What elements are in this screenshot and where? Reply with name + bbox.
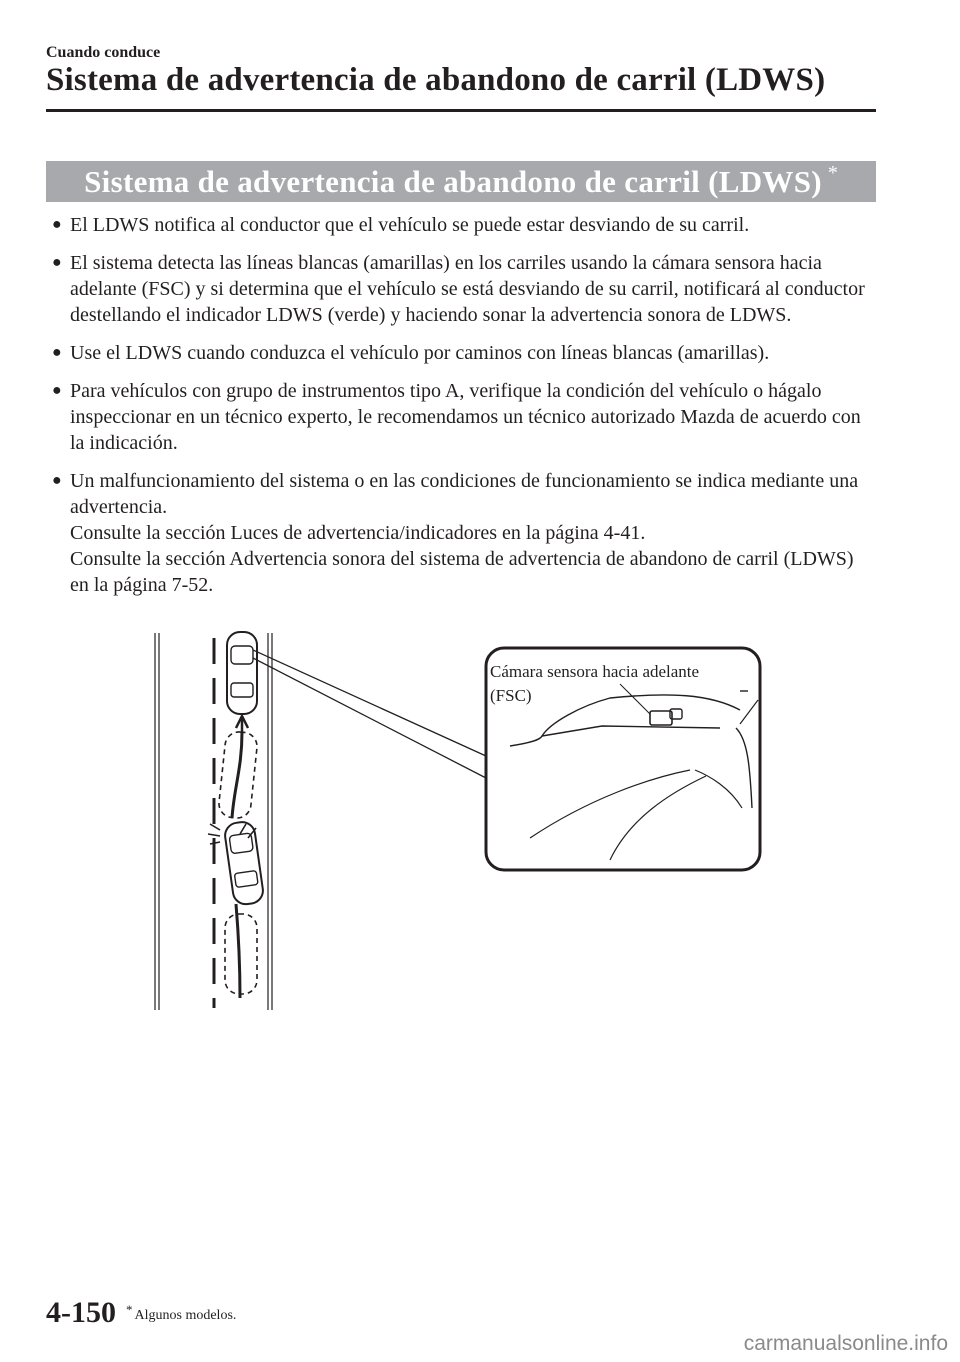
bullet-icon: ● xyxy=(52,216,62,233)
camera-label-line: Cámara sensora hacia adelante xyxy=(490,662,700,681)
page-number: 4-150 xyxy=(46,1296,116,1329)
bullet-item xyxy=(50,378,870,456)
footnote xyxy=(126,1302,237,1324)
camera-label-line: (FSC) xyxy=(490,686,532,705)
bullet-icon: ● xyxy=(52,254,62,271)
section-heading-bar xyxy=(46,161,876,202)
bullet-icon: ● xyxy=(52,472,62,489)
header-divider xyxy=(46,109,876,112)
bullet-text: Use el LDWS cuando conduzca el vehículo por caminos con líneas blancas (amarillas). xyxy=(70,342,770,364)
car-top xyxy=(227,632,257,714)
car-drifting xyxy=(223,820,264,905)
callout-line xyxy=(253,658,486,778)
section-heading: Sistema de advertencia de abandono de carril (LDWS) xyxy=(84,163,822,199)
camera-label xyxy=(490,660,699,708)
bullet-text: Consulte la sección Advertencia sonora del sistema de advertencia de abandono de carril (LDWS) en la página 7-52. xyxy=(70,548,854,596)
callout-line xyxy=(253,650,486,756)
bullet-text: Un malfuncionamiento del sistema o en las condiciones de funcionamiento se indica mediante una advertencia. xyxy=(70,470,859,518)
ldws-illustration xyxy=(150,628,770,1013)
camera-icon xyxy=(650,711,672,725)
some-models-marker: * xyxy=(827,162,838,184)
bullet-icon: ● xyxy=(52,344,62,361)
footnote-marker: * xyxy=(126,1302,133,1317)
page-title: Sistema de advertencia de abandono de carril (LDWS) xyxy=(46,62,826,98)
bullet-item xyxy=(50,340,870,366)
bullet-text: Para vehículos con grupo de instrumentos tipo A, verifique la condición del vehículo o hágalo inspeccionar en un técnico experto, le recomendamos un técnico autorizado Mazda de acuerdo con la indicación. xyxy=(70,380,861,454)
footnote-text: Algunos modelos. xyxy=(134,1308,237,1323)
bullet-text: El sistema detecta las líneas blancas (amarillas) en los carriles usando la cámara sensora hacia adelante (FSC) y si determina que el vehículo se está desviando de su carril, notificará al conductor destellando el indicador LDWS (verde) y haciendo sonar la advertencia sonora de LDWS. xyxy=(70,252,865,326)
bullet-item xyxy=(50,468,870,598)
bullet-list xyxy=(50,212,870,610)
bullet-item xyxy=(50,250,870,328)
watermark-link[interactable]: carmanualsonline.info xyxy=(743,1332,948,1355)
bullet-icon: ● xyxy=(52,382,62,399)
chapter-label: Cuando conduce xyxy=(46,44,161,61)
bullet-text: El LDWS notifica al conductor que el vehículo se puede estar desviando de su carril. xyxy=(70,214,750,236)
bullet-item xyxy=(50,212,870,238)
bullet-text: Consulte la sección Luces de advertencia/indicadores en la página 4-41. xyxy=(70,522,646,544)
